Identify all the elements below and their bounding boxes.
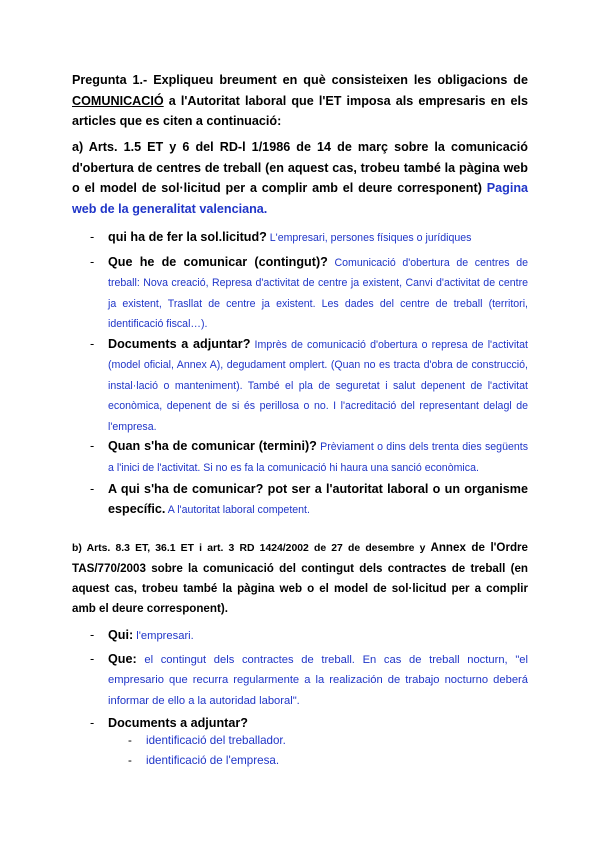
list-item: - A qui s'ha de comunicar? pot ser a l'autoritat laboral o un organisme específic. A l'autoritat laboral competent. — [90, 482, 528, 516]
section-a-list — [90, 228, 528, 520]
list-item: - identificació del treballador. — [128, 734, 286, 747]
list-item: - Que: el contingut dels contractes de treball. En cas de treball nocturn, "el empresario que recurra regularmente a la realización de trabajo nocturno deberá informar de ello a la autoridad laboral". — [90, 651, 528, 707]
question-1-intro: Pregunta 1.- Expliqueu breument en què consisteixen les obligacions de — [72, 73, 528, 87]
list-item: - Que he de comunicar (contingut)? Comunicació d'obertura de centres de treball: Nova creació, Represa d'activitat de centre ja existent, Canvi d'activitat de centre ja existent, Trasllat de centre ja existent. Les dades del centre de treball (territori, identificació fiscal…). — [90, 254, 528, 330]
section-b-prefix: b) Arts. 8.3 ET, 36.1 ET i art. 3 RD 1424/2002 de 27 de desembre y — [72, 543, 426, 554]
list-item: - Documents a adjuntar? Imprès de comunicació d'obertura o represa de l'activitat (model oficial, Annex A), degudament omplert. (Quan no es tracta d'obra de construcció, instal·lació o manteniment). També el pla de seguretat i salut depenent de l'activitat econòmica, depenent de si és perillosa o no. I l'acreditació del representant delagl de l'empresa. — [90, 336, 528, 433]
section-b-sublist — [128, 731, 528, 771]
section-a-text: a) Arts. 1.5 ET y 6 del RD-l 1/1986 de 14 de març sobre la comunicació d'obertura de centres de treball (en aquest cas, trobeu també la pàgina web o el model de sol·licitud per a complir amb el deure corresponent) — [72, 140, 528, 195]
question-1 — [72, 70, 528, 132]
list-item: - Documents a adjuntar? — [90, 716, 248, 730]
section-a-heading — [72, 137, 528, 219]
section-b-rest: Annex de l'Ordre TAS/770/2003 sobre la comunicació del contingut dels contractes de treball (en aquest cas, trobeu també la pàgina web o el model de sol·licitud per a complir amb el deure corresponent). — [72, 541, 528, 615]
list-item: - qui ha de fer la sol.licitud? L'empresari, persones físiques o jurídiques — [90, 230, 472, 244]
list-item: - identificació de l'empresa. — [128, 754, 280, 767]
section-a-link[interactable]: Pagina web de la generalitat valenciana. — [72, 181, 529, 216]
question-1-rest: a l'Autoritat laboral que l'ET imposa als empresaris en els articles que es citen a continuació: — [72, 93, 528, 128]
section-b-list — [90, 626, 528, 735]
section-b-heading — [72, 538, 528, 619]
list-item: - Quan s'ha de comunicar (termini)? Prèviament o dins dels trenta dies següents a l'inici de l'activitat. Si no es fa la comunicació hi haura una sanció econòmica. — [90, 439, 528, 474]
list-item: - Qui: l'empresari. — [90, 628, 194, 642]
keyword-comunicacio: COMUNICACIÓ — [72, 93, 164, 108]
